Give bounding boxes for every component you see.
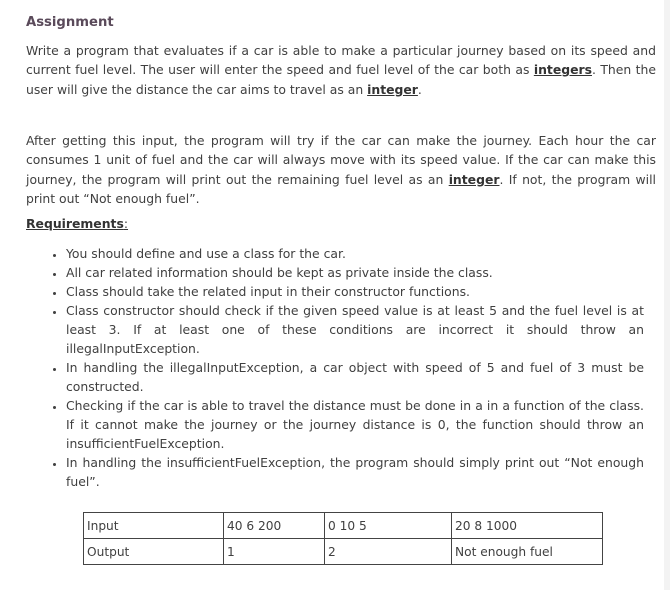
table-cell: 20 8 1000 — [452, 513, 603, 539]
table-cell: 40 6 200 — [224, 513, 325, 539]
requirement-item: • All car related information should be kept as private inside the class. — [66, 263, 644, 282]
table-row-output — [84, 539, 603, 565]
requirement-item: • In handling the illegalInputException, a car object with speed of 5 and fuel of 3 must be constructed. — [66, 358, 644, 396]
requirement-item: • You should define and use a class for the car. — [66, 244, 644, 263]
intro-text-1: Write a program that evaluates if a car is able to make a particular journey based on its speed and current fuel level. The user will enter the speed and fuel level of the car both as — [26, 43, 656, 78]
table-cell: 1 — [224, 539, 325, 565]
io-example-table — [83, 512, 603, 565]
requirement-item: • Class constructor should check if the given speed value is at least 5 and the fuel level is at least 3. If at least one of these conditions are incorrect it should throw an illegalInputException. — [66, 301, 644, 358]
table-cell: Not enough fuel — [452, 539, 603, 565]
requirements-list — [46, 244, 644, 491]
table-cell: 2 — [325, 539, 452, 565]
requirements-heading — [26, 214, 128, 233]
process-text-2: . If not, the program will print out “Not enough fuel”. — [26, 171, 656, 206]
table-cell: Input — [84, 513, 224, 539]
intro-text-2: . Then the user will give the distance the car aims to travel as an — [26, 62, 656, 97]
process-emphasis-integer: integer — [448, 171, 500, 187]
intro-text-3: . — [417, 81, 422, 97]
requirement-item: • Checking if the car is able to travel the distance must be done in a in a function of the class. If it cannot make the journey or the journey distance is 0, the function should throw an insufficientFuelException. — [66, 396, 644, 453]
intro-paragraph — [26, 41, 656, 99]
requirement-item: • In handling the insufficientFuelException, the program should simply print out “Not enough fuel”. — [66, 453, 644, 491]
table-row-input — [84, 513, 603, 539]
requirements-heading-label: Requirements — [26, 216, 124, 231]
table-cell: Output — [84, 539, 224, 565]
requirements-heading-colon: : — [123, 216, 129, 231]
table-cell: 0 10 5 — [325, 513, 452, 539]
page-title: Assignment — [26, 15, 114, 30]
process-paragraph — [26, 131, 656, 208]
scrollbar-track[interactable] — [664, 0, 670, 590]
requirement-item: • Class should take the related input in their constructor functions. — [66, 282, 644, 301]
intro-emphasis-integer: integer — [367, 81, 418, 97]
intro-emphasis-integers: integers — [533, 62, 592, 78]
process-text-1: After getting this input, the program will try if the car can make the journey. Each hour the car consumes 1 unit of fuel and the car will always move with its speed value. If the car can make this journey, the program will print out the remaining fuel level as an — [26, 133, 656, 187]
